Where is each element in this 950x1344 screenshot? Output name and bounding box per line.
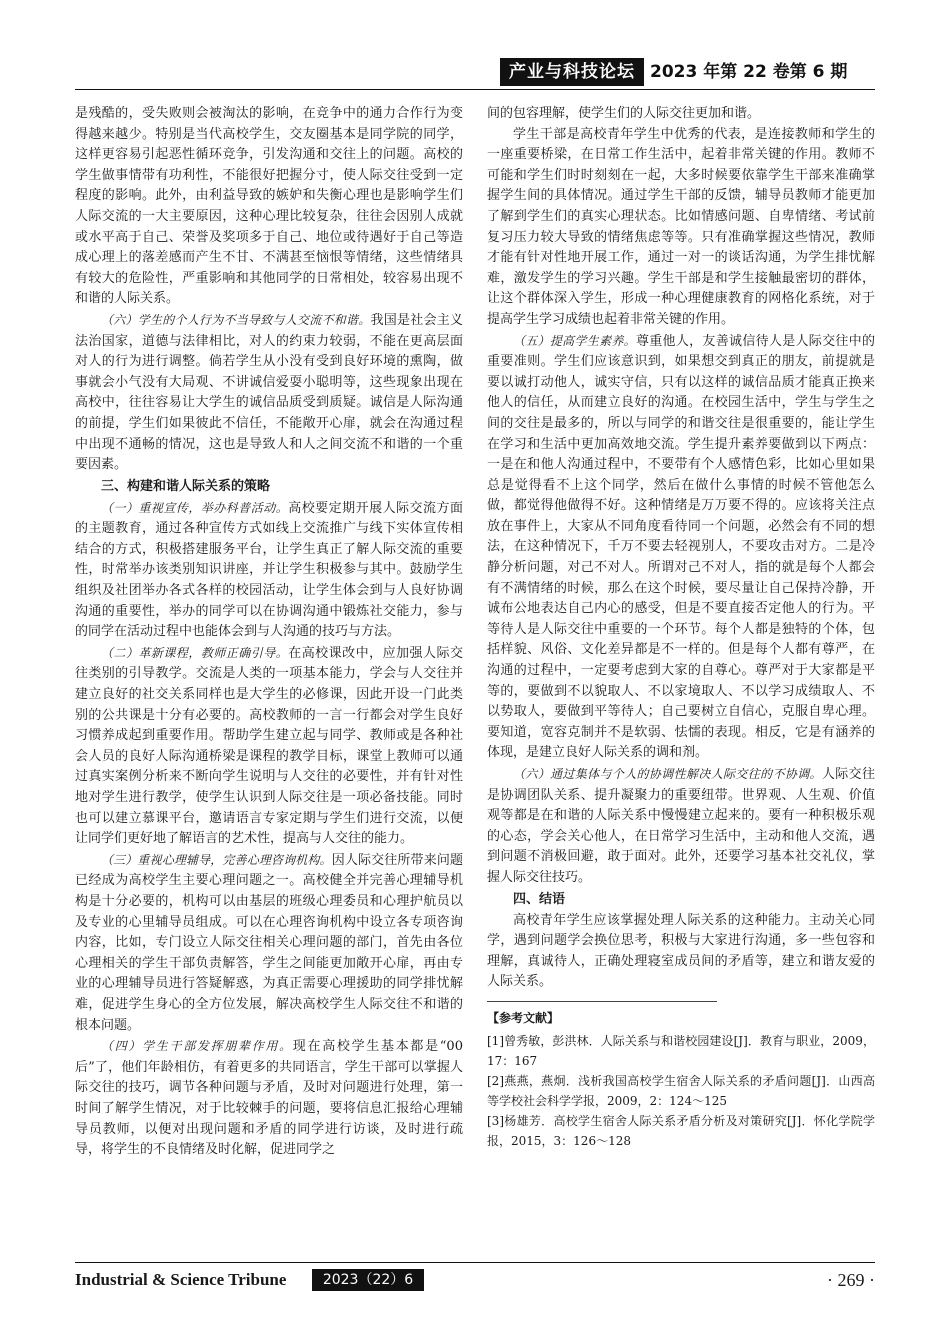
- references-rule: [487, 1001, 717, 1002]
- footer-journal-name: Industrial & Science Tribune: [75, 1270, 287, 1289]
- subsection-lead: （四）学生干部发挥朋辈作用。: [101, 1039, 293, 1054]
- page-number: · 269 ·: [827, 1270, 875, 1290]
- subsection-lead: （三）重视心理辅导，完善心理咨询机构。: [101, 852, 332, 867]
- subsection-lead: （六）学生的个人行为不当导致与人交流不和谐。: [101, 312, 371, 327]
- paragraph: 间的包容理解，使学生们的人际交往更加和谐。: [487, 106, 761, 121]
- paragraph-body: 我国是社会主义法治国家，道德与法律相比，对人的约束力较弱，不能在更高层面对人的行为进行调整。倘若学生从小没有受到良好环境的熏陶，做事就会小气没有大局观、不讲诚信爱耍小聪明等，这些现象出现在高校中，往往容易让大学生的诚信品质受到质疑。诚信是人际沟通的前提，学生们如果彼此不信任，不能敞开心扉，就会在沟通过程中出现不通畅的情况，这也是导致人和人之间交流不和谐的一个重要因素。: [75, 312, 463, 473]
- paragraph: [75, 310, 463, 476]
- paragraph: 学生干部是高校青年学生中优秀的代表，是连接教师和学生的一座重要桥梁，在日常工作生活中，起着非常关键的作用。教师不可能和学生们时时刻刻在一起，大多时候要依靠学生干部来准确掌握学生间的具体情况。通过学生干部的反馈，辅导员教师才能更加了解到学生们的真实心理状态。比如情感问题、自卑情绪、考试前复习压力较大导致的情绪焦虑等等。只有准确掌握这些情况，教师才能有针对性地开展工作，通过一对一的谈话沟通，为学生排忧解难，激发学生的学习兴趣。学生干部是和学生接触最密切的群体，让这个群体深入学生，形成一种心理健康教育的网格化系统，对于提高学生学习成绩也起着非常关键的作用。: [487, 126, 875, 327]
- page-footer: [75, 1262, 875, 1302]
- paragraph: [75, 850, 463, 1036]
- subsection-lead: （五）提高学生素养。: [513, 333, 636, 348]
- paragraph: 高校青年学生应该掌握处理人际关系的这种能力。主动关心同学，遇到问题学会换位思考，积极与大家进行沟通，多一些包容和理解，真诚待人，正确处理寝室成员间的矛盾等，建立和谐友爱的人际关系。: [487, 912, 875, 990]
- journal-issue: 2023 年第 22 卷第 6 期: [650, 62, 848, 82]
- section-heading: 四、结语: [513, 891, 566, 907]
- paragraph-body: 现在高校学生基本都是“00后”了，他们年龄相仿，有着更多的共同语言，学生干部可以掌握人际交往的技巧，调节各种问题与矛盾，及时对问题进行处理，第一时间了解学生情况，对于比较棘手的问题，要将信息汇报给心理辅导员教师，以便对出现问题和矛盾的同学进行访谈，及时进行疏导，将学生的不良情绪及时化解，促进同学之: [75, 1039, 463, 1158]
- footer-issue-badge: 2023（22）6: [312, 1269, 424, 1291]
- reference-item: [3]杨雄芳．高校学生宿舍人际关系矛盾分析及对策研究[J]．怀化学院学报，2015，3：126～128: [487, 1113, 875, 1148]
- paragraph: [75, 498, 463, 643]
- subsection-lead: （六）通过集体与个人的协调性解决人际交往的不协调。: [513, 767, 822, 781]
- right-column: [487, 104, 875, 1151]
- header-rule: [75, 89, 875, 90]
- paragraph-body: 在高校课改中，应加强人际交往类别的引导教学。交流是人类的一项基本能力，学会与人交往并建立良好的社交关系同样也是大学生的必修课，因此开设一门此类别的公共课是十分有必要的。高校教师的一言一行都会对学生良好习惯养成起到重要作用。帮助学生建立起与同学、教师或是各种社会人员的良好人际沟通桥梁是课程的教学目标，课堂上教师可以通过真实案例分析来不断向学生说明与人交往的必要性，并有针对性地对学生进行教学，使学生认识到人际交往是一项必备技能。同时也可以建立慕课平台，邀请语言专家定期与学生们进行交流，以便让同学们更好地了解语言的艺术性，提高与人交往的能力。: [75, 645, 463, 847]
- references: [487, 1001, 875, 1151]
- paragraph-body: 人际交往是协调团队关系、提升凝聚力的重要纽带。世界观、人生观、价值观等都是在和谐的人际关系中慢慢建立起来的。要有一种积极乐观的心态，学会关心他人，在日常学习生活中，主动和他人交流，遇到问题不消极回避，敢于面对。此外，还要学习基本社交礼仪，掌握人际交往技巧。: [487, 767, 875, 885]
- paragraph: [75, 643, 463, 850]
- subsection-lead: （二）革新课程，教师正确引导。: [101, 645, 289, 660]
- left-column: [75, 104, 463, 1161]
- page-header: [0, 58, 950, 92]
- reference-item: [2]燕燕，燕炯．浅析我国高校学生宿舍人际关系的矛盾问题[J]．山西高等学校社会科学学报，2009，2：124～125: [487, 1073, 875, 1108]
- subsection-lead: （一）重视宣传，举办科普活动。: [101, 500, 289, 515]
- paragraph: [487, 764, 875, 889]
- paragraph: [75, 1036, 463, 1161]
- paragraph: [487, 331, 875, 764]
- paragraph-body: 因人际交往所带来问题已经成为高校学生主要心理问题之一。高校健全并完善心理辅导机构是十分必要的，机构可以由基层的班级心理委员和心理护航员以及专业的心里辅导员组成。可以在心理咨询机构中设立各专项咨询内容，比如，专门设立人际交往相关心理问题的部门，首先由各位心理相关的学生干部负责解答，学生之间能更加敞开心扉，再由专业的心理辅导员进行答疑解惑，为真正需要心理援助的同学排忧解难，促进学生身心的全方位发展，解决高校学生人际交往不和谐的根本问题。: [75, 852, 463, 1033]
- references-title: 【参考文献】: [487, 1010, 560, 1025]
- reference-item: [1]曾秀敏，彭洪林．人际关系与和谐校园建设[J]．教育与职业，2009，17：167: [487, 1033, 875, 1068]
- paragraph-body: 尊重他人，友善诚信待人是人际交往中的重要准则。学生们应该意识到，如果想交到真正的朋友，前提就是要以诚打动他人，诚实守信，只有以这样的诚信品质才能真正换来他人的信任，从而建立良好的沟通。在校园生活中，学生与学生之间的交往是最多的，所以与同学的和谐交往是很重要的，能让学生在学习和生活中更加高效地交流。学生提升素养要做到以下两点：一是在和他人沟通过程中，不要带有个人感情色彩，比如心里如果总是觉得看不上这个同学，然后在做什么事情的时候不管他怎么做，都觉得他做得不好。这种情绪是万万要不得的。应该将关注点放在事件上，大家从不同角度看待同一个问题，必然会有不同的想法，在这种情况下，千万不要去轻视别人，不要攻击对方。二是冷静分析问题，对己不对人。所谓对己不对人，指的就是每个人都会有不满情绪的时候，那么在这个时候，要尽量让自己保持冷静，开诚布公地表达自己内心的感受，但是不要直接否定他人的行为。平等待人是人际交往中重要的一个环节。每个人都是独特的个体，包括样貌、风俗、文化差异都是不一样的。但是每个人都有尊严，在沟通的过程中，一定要考虑到大家的自尊心。尊严对于大家都是平等的，要做到不以貌取人、不以家境取人、不以学习成绩取人、不以势取人，要做到平等待人；自己要树立自信心，克服自卑心理。要知道，宽容克制并不是软弱、怯懦的表现。相反，它是有涵养的体现，是建立良好人际关系的调和剂。: [487, 333, 875, 761]
- journal-name-badge: 产业与科技论坛: [500, 58, 644, 86]
- footer-rule: [75, 1262, 875, 1263]
- section-heading: 三、构建和谐人际关系的策略: [101, 478, 271, 494]
- paragraph-body: 高校要定期开展人际交流方面的主题教育，通过各种宣传方式如线上交流推广与线下实体宣传相结合的方式，积极搭建服务平台，让学生真正了解人际交流的重要性，时常举办该类别知识讲座，并让学生积极参与其中。鼓励学生组织及社团举办各式各样的校园活动，让学生体会到与人良好协调沟通的重要性，举办的同学可以在协调沟通中锻炼社交能力，参与的同学在活动过程中也能体会到与人沟通的技巧与方法。: [75, 500, 463, 640]
- paragraph: 是残酷的，受失败则会被淘汰的影响，在竞争中的通力合作行为变得越来越少。特别是当代高校学生，交友圈基本是同学院的同学，这样更容易引起恶性循环竞争，引发沟通和交往上的问题。高校的学生做事情带有功利性，不能很好把握分寸，使人际交往受到一定程度的影响。此外，由利益导致的嫉妒和失衡心理也是影响学生们人际交流的一大主要原因，这种心理比较复杂，往往会因别人成就或水平高于自己、荣誉及奖项多于自己、地位或待遇好于自己等造成心理上的落差感而产生不甘、不满甚至恼恨等情绪，这些情绪具有较大的危险性，严重影响和其他同学的日常相处，较容易出现不和谐的人际关系。: [75, 106, 463, 307]
